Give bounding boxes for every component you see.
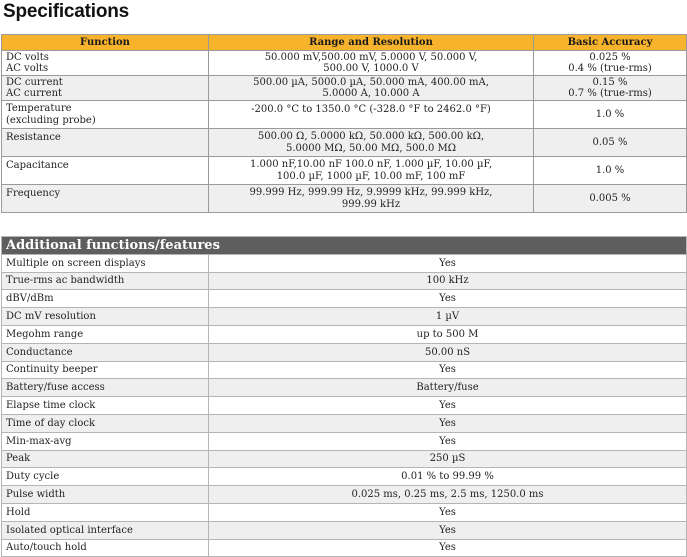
table-row (2, 468, 687, 486)
feature-value: Yes (209, 432, 687, 450)
function-label: DC volts (6, 51, 49, 63)
feature-value: 50.00 nS (209, 343, 687, 361)
function-label: Resistance (6, 132, 61, 143)
feature-name: Continuity beeper (2, 361, 209, 379)
feature-value: Yes (209, 397, 687, 415)
section-heading: Additional functions/features (2, 237, 687, 255)
feature-name: dBV/dBm (2, 290, 209, 308)
accuracy-text: 1.0 % (595, 108, 625, 120)
function-cell (2, 51, 209, 76)
feature-value: Yes (209, 290, 687, 308)
accuracy-cell (534, 185, 687, 213)
range-cell (209, 129, 534, 157)
range-text: 50.000 mV,500.00 mV, 5.0000 V, 50.000 V, (264, 51, 478, 63)
range-text: 5.0000 A, 10.000 A (322, 88, 420, 99)
table-row (2, 76, 687, 101)
specifications-table (1, 34, 687, 213)
column-header-accuracy: Basic Accuracy (534, 35, 687, 51)
feature-name: Pulse width (2, 486, 209, 504)
table-row (2, 503, 687, 521)
feature-value: Yes (209, 521, 687, 539)
table-row (2, 272, 687, 290)
feature-value: Yes (209, 414, 687, 432)
feature-name: Elapse time clock (2, 397, 209, 415)
accuracy-cell (534, 101, 687, 129)
table-row (2, 379, 687, 397)
function-cell (2, 76, 209, 101)
feature-value: 0.01 % to 99.99 % (209, 468, 687, 486)
range-text: 99.999 Hz, 999.99 Hz, 9.9999 kHz, 99.999 kHz, (249, 187, 493, 198)
range-text: 5.0000 MΩ, 50.00 MΩ, 500.0 MΩ (285, 142, 457, 154)
table-row (2, 308, 687, 326)
range-text: 999.99 kHz (341, 198, 401, 210)
range-text: 1.000 nF,10.00 nF 100.0 nF, 1.000 µF, 10.00 µF, (249, 159, 493, 170)
accuracy-text: 0.4 % (true-rms) (568, 63, 652, 74)
feature-name: Isolated optical interface (2, 521, 209, 539)
range-text: 500.00 µA, 5000.0 µA, 50.000 mA, 400.00 mA, (253, 76, 489, 88)
range-text: 500.00 Ω, 5.0000 kΩ, 50.000 kΩ, 500.00 kΩ, (257, 131, 485, 142)
function-label: Frequency (6, 188, 61, 199)
function-cell (2, 185, 209, 213)
table-header-row (2, 35, 687, 51)
feature-name: Peak (2, 450, 209, 468)
feature-name: DC mV resolution (2, 308, 209, 326)
features-table (1, 236, 687, 557)
table-row (2, 539, 687, 557)
feature-value: 0.025 ms, 0.25 ms, 2.5 ms, 1250.0 ms (209, 486, 687, 504)
page-title: Specifications (3, 1, 130, 22)
table-row (2, 185, 687, 213)
table-row (2, 361, 687, 379)
function-label: AC current (6, 88, 63, 99)
range-cell (209, 51, 534, 76)
feature-name: Auto/touch hold (2, 539, 209, 557)
feature-value: 250 µS (209, 450, 687, 468)
accuracy-cell (534, 157, 687, 185)
feature-value: Yes (209, 254, 687, 272)
accuracy-cell (534, 129, 687, 157)
feature-name: Duty cycle (2, 468, 209, 486)
function-label: Temperature (6, 103, 72, 114)
function-label: DC current (6, 76, 63, 88)
table-row (2, 254, 687, 272)
function-cell (2, 129, 209, 157)
feature-name: Time of day clock (2, 414, 209, 432)
table-row (2, 343, 687, 361)
range-text: 500.00 V, 1000.0 V (323, 63, 419, 74)
section-heading-row (2, 237, 687, 255)
table-row (2, 101, 687, 129)
feature-value: Battery/fuse (209, 379, 687, 397)
function-label: AC volts (6, 63, 49, 74)
column-header-range: Range and Resolution (209, 35, 534, 51)
function-cell (2, 101, 209, 129)
range-cell (209, 76, 534, 101)
table-row (2, 397, 687, 415)
accuracy-text: 0.05 % (592, 136, 628, 148)
accuracy-text: 0.15 % (592, 76, 628, 88)
function-label: (excluding probe) (6, 114, 96, 126)
table-row (2, 432, 687, 450)
function-label: Capacitance (6, 160, 69, 171)
table-row (2, 450, 687, 468)
feature-name: Min-max-avg (2, 432, 209, 450)
table-row (2, 325, 687, 343)
feature-name: Multiple on screen displays (2, 254, 209, 272)
feature-value: 100 kHz (209, 272, 687, 290)
feature-name: Hold (2, 503, 209, 521)
range-cell (209, 185, 534, 213)
feature-name: Megohm range (2, 325, 209, 343)
accuracy-text: 0.7 % (true-rms) (568, 88, 652, 99)
table-row (2, 290, 687, 308)
table-row (2, 129, 687, 157)
feature-value: up to 500 M (209, 325, 687, 343)
accuracy-text: 0.025 % (589, 51, 631, 63)
feature-value: Yes (209, 503, 687, 521)
accuracy-cell (534, 51, 687, 76)
table-row (2, 414, 687, 432)
range-cell (209, 157, 534, 185)
feature-name: Battery/fuse access (2, 379, 209, 397)
table-row (2, 51, 687, 76)
feature-name: Conductance (2, 343, 209, 361)
table-row (2, 157, 687, 185)
range-text: 100.0 µF, 1000 µF, 10.00 mF, 100 mF (276, 170, 466, 182)
table-row (2, 486, 687, 504)
feature-value: 1 µV (209, 308, 687, 326)
feature-name: True-rms ac bandwidth (2, 272, 209, 290)
feature-value: Yes (209, 361, 687, 379)
accuracy-text: 0.005 % (589, 192, 631, 204)
range-cell (209, 101, 534, 129)
accuracy-text: 1.0 % (595, 164, 625, 176)
feature-value: Yes (209, 539, 687, 557)
table-row (2, 521, 687, 539)
function-cell (2, 157, 209, 185)
column-header-function: Function (2, 35, 209, 51)
range-text: -200.0 °C to 1350.0 °C (-328.0 °F to 2462.0 °F) (251, 104, 491, 115)
accuracy-cell (534, 76, 687, 101)
